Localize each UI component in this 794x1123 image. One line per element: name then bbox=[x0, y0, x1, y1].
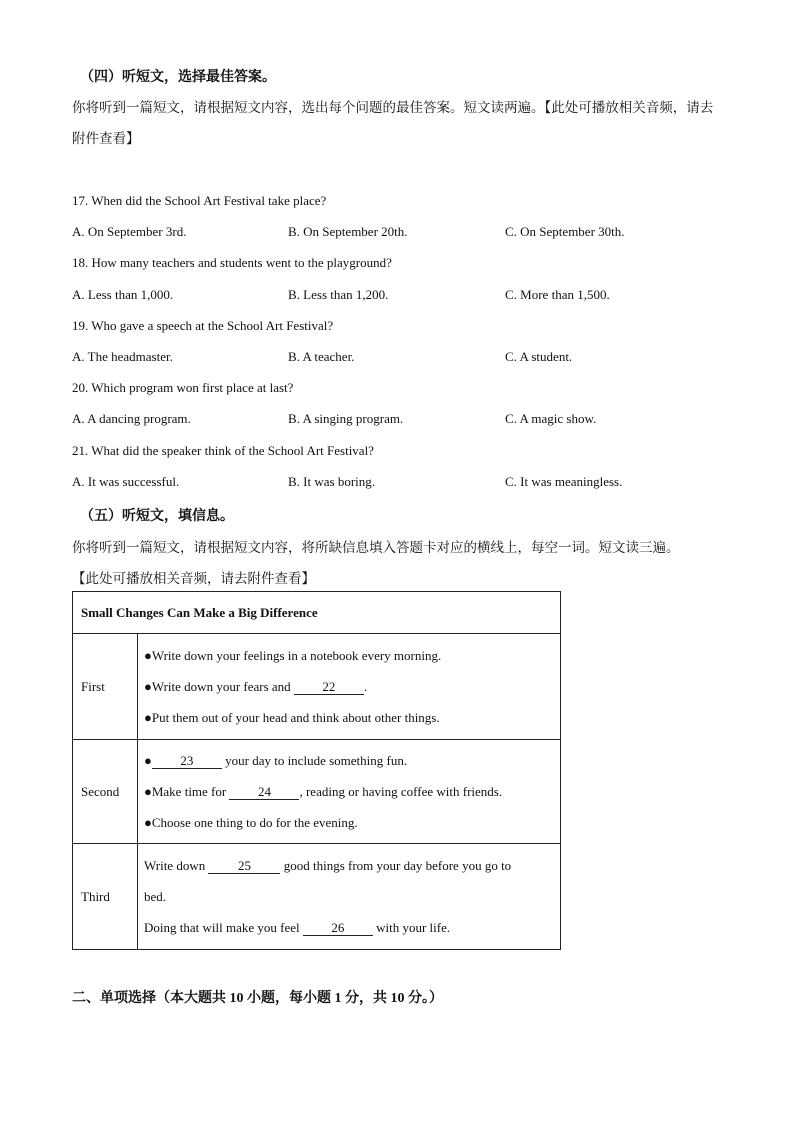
q19-option-c: C. A student. bbox=[505, 349, 573, 364]
section-4-instruction: 你将听到一篇短文，请根据短文内容，选出每个问题的最佳答案。短文读两遍。【此处可播放相关音频，请去附件查看】 bbox=[72, 100, 714, 146]
first-line-2: ●Write down your fears and 22 . bbox=[144, 679, 368, 694]
part-two-title: 二、单项选择（本大题共 10 小题，每小题 1 分，共 10 分。） bbox=[72, 991, 443, 1006]
q20-option-c: C. A magic show. bbox=[505, 411, 597, 426]
section-5-title: （五）听短文，填信息。 bbox=[80, 509, 234, 524]
blank-22[interactable]: 22 bbox=[294, 680, 364, 695]
third-line-2: bed. bbox=[144, 889, 167, 904]
info-table bbox=[72, 591, 561, 950]
question-18: 18. How many teachers and students went to the playground? bbox=[72, 255, 392, 270]
second-line-2: ●Make time for 24 , reading or having coffee with friends. bbox=[144, 784, 503, 799]
second-line-3: ●Choose one thing to do for the evening. bbox=[144, 815, 358, 830]
table-row bbox=[73, 740, 561, 844]
third-line-1: Write down 25 good things from your day before you go to bbox=[144, 858, 512, 873]
section-5-instruction: 你将听到一篇短文，请根据短文内容，将所缺信息填入答题卡对应的横线上，每空一词。短文读三遍。 bbox=[72, 540, 680, 555]
q20-option-b: B. A singing program. bbox=[288, 411, 404, 426]
table-row bbox=[73, 844, 561, 950]
table-heading: Small Changes Can Make a Big Difference bbox=[73, 592, 561, 634]
first-line-1: ●Write down your feelings in a notebook every morning. bbox=[144, 648, 442, 663]
q18-option-c: C. More than 1,500. bbox=[505, 287, 610, 302]
question-21: 21. What did the speaker think of the School Art Festival? bbox=[72, 443, 374, 458]
section-4-title: （四）听短文，选择最佳答案。 bbox=[80, 70, 276, 85]
third-line-3: Doing that will make you feel 26 with your life. bbox=[144, 920, 451, 935]
q18-option-a: A. Less than 1,000. bbox=[72, 287, 174, 302]
q21-option-c: C. It was meaningless. bbox=[505, 474, 623, 489]
q17-option-c: C. On September 30th. bbox=[505, 224, 625, 239]
blank-26[interactable]: 26 bbox=[303, 921, 373, 936]
blank-25[interactable]: 25 bbox=[208, 859, 280, 874]
table-row bbox=[73, 634, 561, 740]
second-line-1: ● 23 your day to include something fun. bbox=[144, 753, 408, 768]
first-line-3: ●Put them out of your head and think about other things. bbox=[144, 710, 440, 725]
q21-option-a: A. It was successful. bbox=[72, 474, 180, 489]
blank-24[interactable]: 24 bbox=[229, 785, 299, 800]
question-20: 20. Which program won first place at last? bbox=[72, 380, 294, 395]
row-label-first: First bbox=[73, 634, 138, 740]
q17-option-a: A. On September 3rd. bbox=[72, 224, 187, 239]
blank-23[interactable]: 23 bbox=[152, 754, 222, 769]
q19-option-b: B. A teacher. bbox=[288, 349, 355, 364]
row-label-third: Third bbox=[73, 844, 138, 950]
audio-note: 【此处可播放相关音频，请去附件查看】 bbox=[72, 571, 315, 586]
q20-option-a: A. A dancing program. bbox=[72, 411, 191, 426]
q18-option-b: B. Less than 1,200. bbox=[288, 287, 389, 302]
question-17: 17. When did the School Art Festival take place? bbox=[72, 193, 327, 208]
q19-option-a: A. The headmaster. bbox=[72, 349, 173, 364]
q21-option-b: B. It was boring. bbox=[288, 474, 376, 489]
question-19: 19. Who gave a speech at the School Art Festival? bbox=[72, 318, 334, 333]
row-label-second: Second bbox=[73, 740, 138, 844]
q17-option-b: B. On September 20th. bbox=[288, 224, 408, 239]
